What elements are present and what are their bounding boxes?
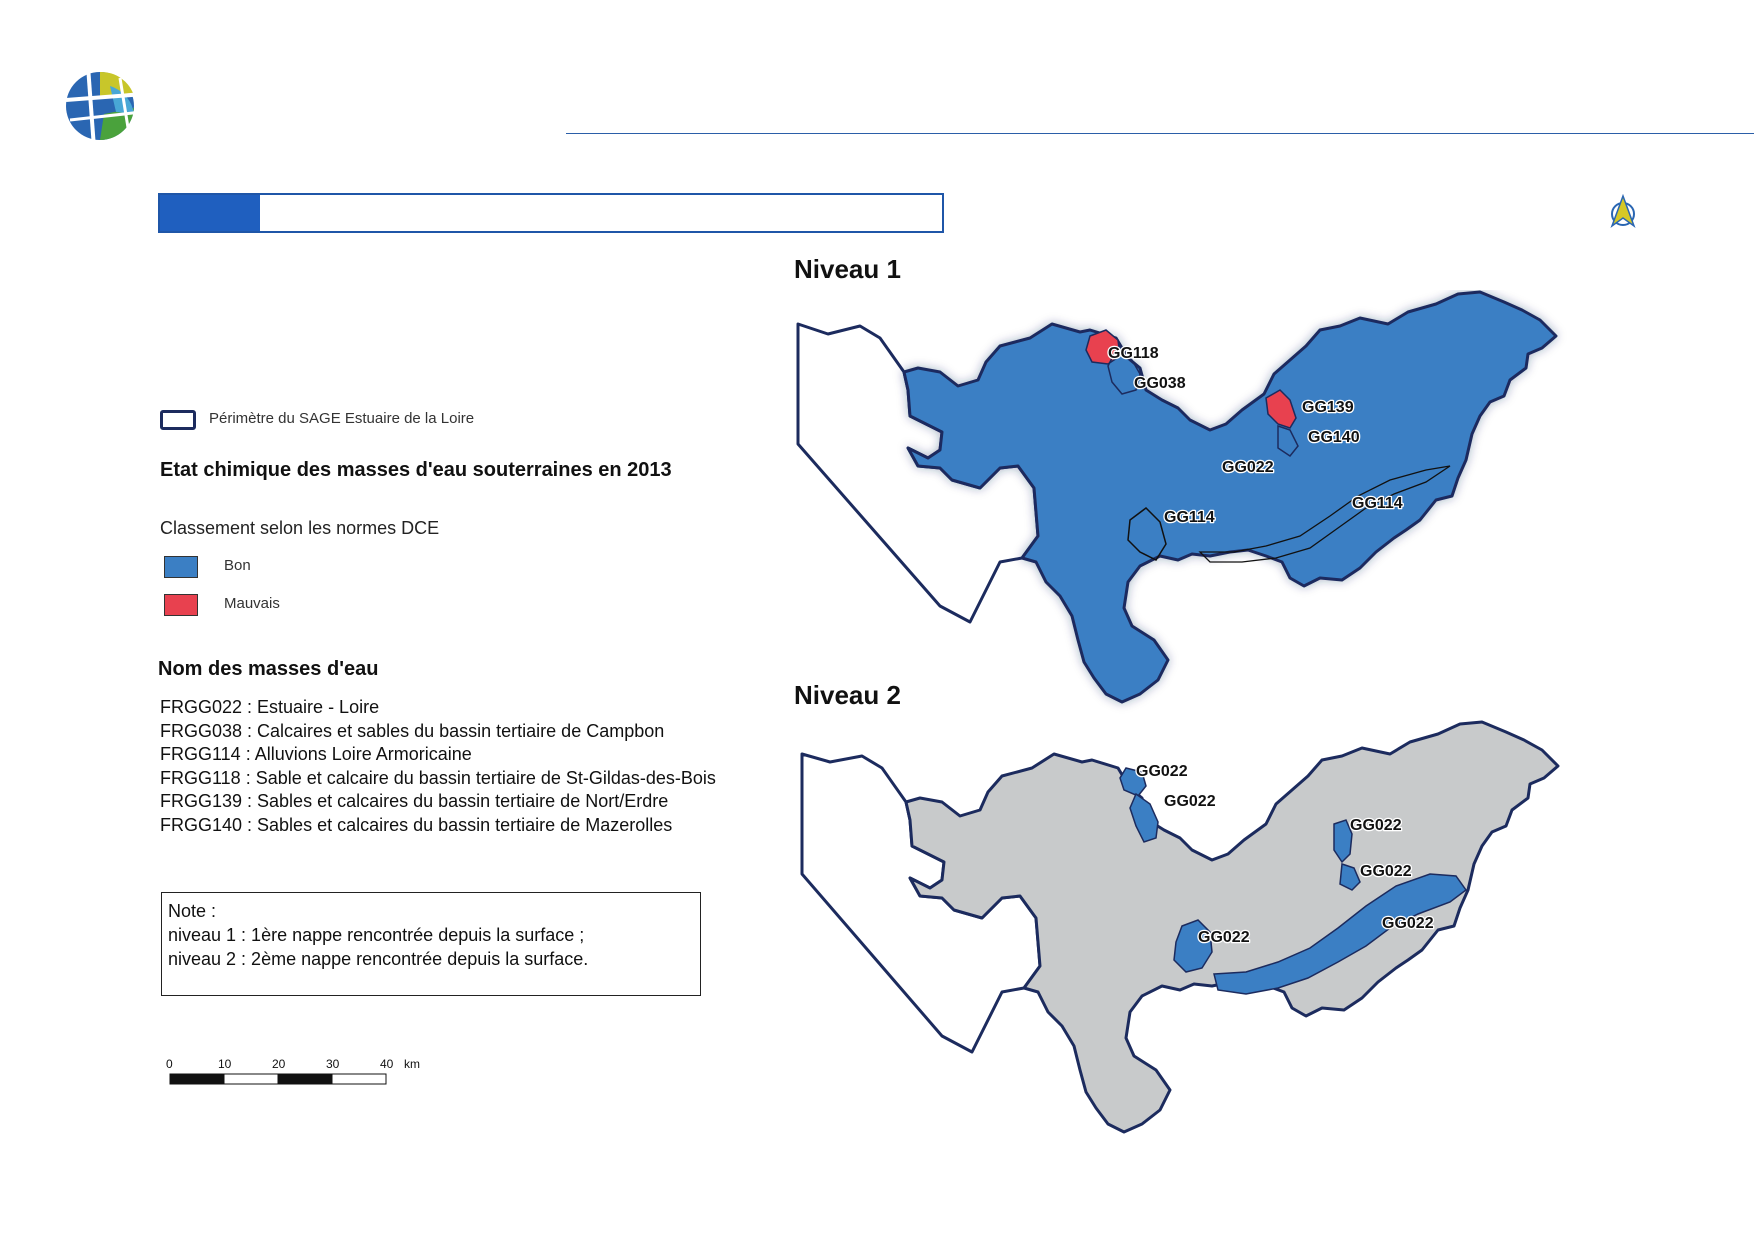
scale-tick-label: 20 bbox=[272, 1057, 286, 1071]
legend-subtitle: Classement selon les normes DCE bbox=[160, 518, 440, 538]
water-body-item: FRGG038 : Calcaires et sables du bassin tertiaire de Campbon bbox=[160, 720, 665, 741]
map-niveau2 bbox=[790, 716, 1640, 1150]
scale-tick-label: 10 bbox=[218, 1057, 232, 1071]
title-banner bbox=[158, 193, 944, 233]
scale-segment bbox=[278, 1074, 332, 1084]
map-label: GG022 bbox=[1222, 459, 1274, 476]
note-heading: Note : bbox=[168, 901, 217, 921]
organization-logo bbox=[60, 56, 152, 152]
water-bodies-title: Nom des masses d'eau bbox=[158, 658, 379, 680]
water-bodies-list bbox=[160, 696, 760, 837]
scale-tick-label: 40 bbox=[380, 1057, 394, 1071]
note-level-1: niveau 1 : 1ère nappe rencontrée depuis la surface ; bbox=[168, 925, 585, 945]
water-body-item: FRGG140 : Sables et calcaires du bassin tertiaire de Mazerolles bbox=[160, 814, 673, 835]
map-label: GG022 bbox=[1164, 793, 1216, 810]
water-body-item: FRGG139 : Sables et calcaires du bassin tertiaire de Nort/Erdre bbox=[160, 791, 669, 811]
swatch-bon bbox=[164, 556, 198, 578]
water-body-item: FRGG118 : Sable et calcaire du bassin tertiaire de St-Gildas-des-Bois bbox=[160, 767, 716, 788]
map-niveau1-title: Niveau 1 bbox=[794, 254, 901, 284]
map-label: GG038 bbox=[1134, 375, 1186, 392]
perimeter-label: Périmètre du SAGE Estuaire de la Loire bbox=[209, 410, 475, 427]
perimeter-swatch bbox=[160, 410, 196, 430]
map-label: GG140 bbox=[1308, 429, 1360, 446]
header-rule bbox=[566, 133, 1754, 134]
map-label: GG139 bbox=[1302, 399, 1354, 416]
label-mauvais: Mauvais bbox=[224, 595, 280, 612]
map-label: GG022 bbox=[1350, 817, 1402, 834]
map-label: GG114 bbox=[1164, 509, 1215, 526]
title-banner-accent bbox=[160, 195, 260, 231]
map-label: GG022 bbox=[1360, 863, 1412, 880]
map-label: GG022 bbox=[1136, 763, 1188, 780]
north-arrow-icon bbox=[1606, 194, 1640, 230]
scale-segment bbox=[224, 1074, 278, 1084]
scale-segment bbox=[170, 1074, 224, 1084]
scale-bar bbox=[160, 1052, 460, 1092]
legend-title: Etat chimique des masses d'eau souterraines en 2013 bbox=[160, 459, 672, 481]
map-label: GG022 bbox=[1198, 929, 1250, 946]
water-body-item: FRGG114 : Alluvions Loire Armoricaine bbox=[160, 744, 472, 764]
scale-segment bbox=[332, 1074, 386, 1084]
map-label: GG118 bbox=[1108, 345, 1159, 362]
label-bon: Bon bbox=[224, 557, 251, 574]
north-arrow bbox=[1606, 194, 1640, 230]
map-niveau2-title: Niveau 2 bbox=[794, 680, 901, 710]
scale-tick-label: 0 bbox=[166, 1057, 173, 1071]
scale-unit-label: km bbox=[404, 1057, 420, 1071]
map-label: GG114 bbox=[1352, 495, 1403, 512]
scale-tick-label: 30 bbox=[326, 1057, 340, 1071]
map-label: GG022 bbox=[1382, 915, 1434, 932]
note-level-2: niveau 2 : 2ème nappe rencontrée depuis la surface. bbox=[168, 949, 589, 969]
water-body-item: FRGG022 : Estuaire - Loire bbox=[160, 697, 380, 717]
globe-logo-icon bbox=[60, 56, 152, 152]
map-niveau1 bbox=[790, 290, 1640, 720]
swatch-mauvais bbox=[164, 594, 198, 616]
note-box bbox=[161, 892, 701, 996]
